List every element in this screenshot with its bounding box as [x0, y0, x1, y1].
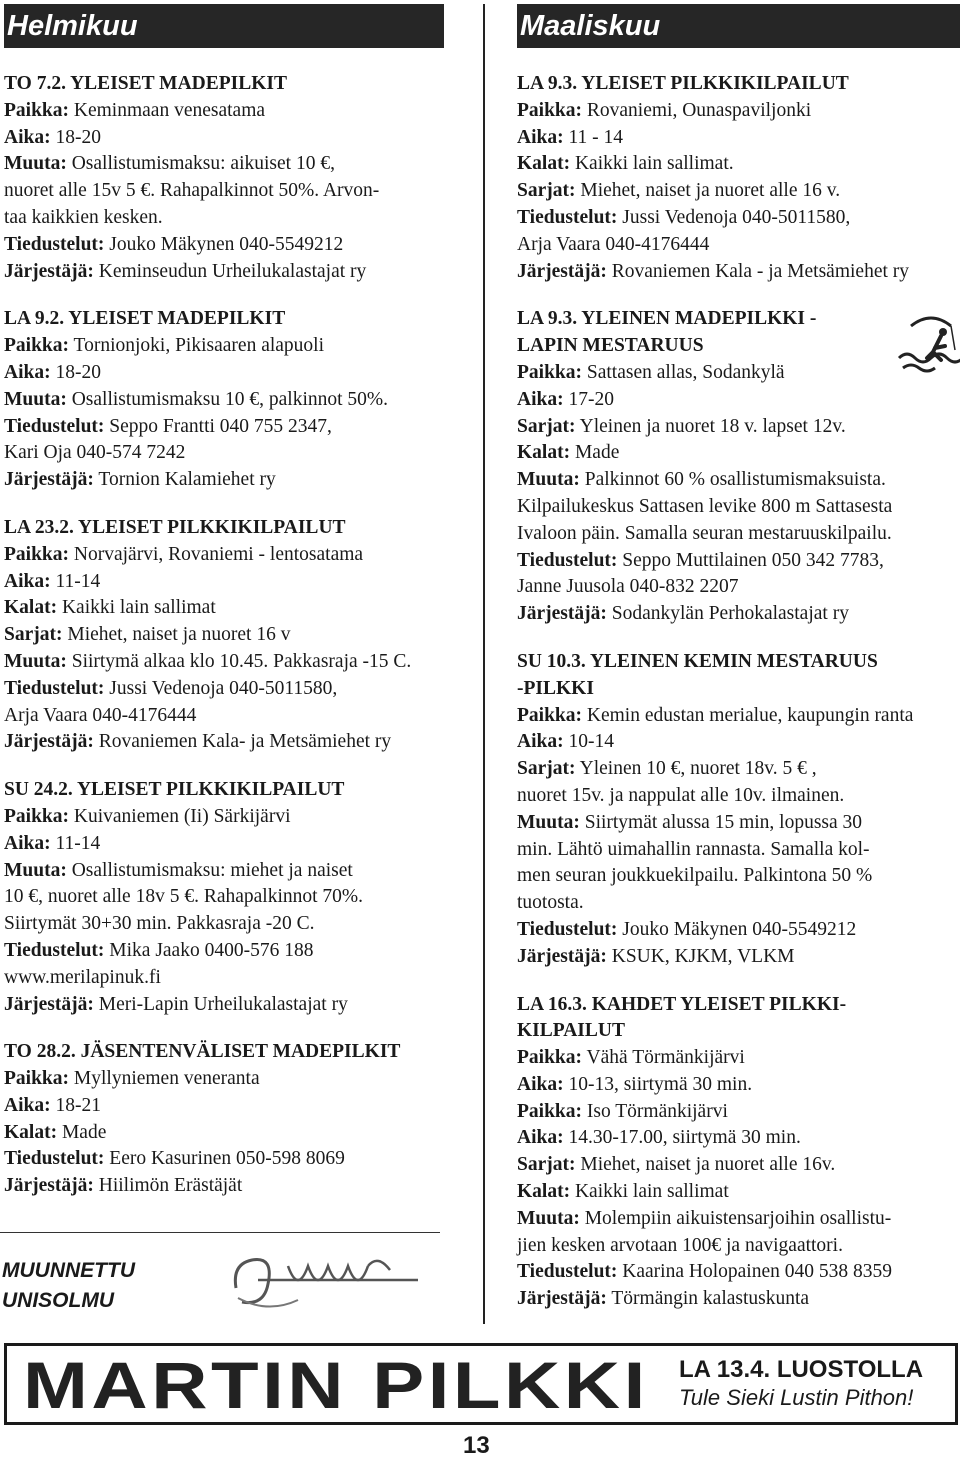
- detail-text: Osallistumismaksu: aikuiset 10 €,: [66, 153, 335, 175]
- event-detail: [4, 1173, 444, 1200]
- detail-label: Aika:: [517, 1127, 564, 1149]
- detail-text: Vähä Törmänkijärvi: [582, 1047, 745, 1069]
- detail-text: Made: [57, 1121, 107, 1143]
- event-detail: [4, 804, 444, 831]
- event-detail: [517, 703, 960, 730]
- event-title-cont: KILPAILUT: [517, 1020, 625, 1042]
- detail-label: Sarjat:: [517, 758, 576, 780]
- detail-label: Paikka:: [4, 1068, 70, 1090]
- detail-text: 11 - 14: [563, 126, 623, 148]
- event-detail: [4, 729, 444, 756]
- detail-text: Kuivaniemen (Ii) Särkijärvi: [69, 805, 291, 827]
- detail-text: nuoret alle 15v 5 €. Rahapalkinnot 50%. Arvon-: [4, 180, 380, 202]
- event-title-cont: -PILKKI: [517, 677, 594, 699]
- detail-label: Paikka:: [4, 335, 70, 357]
- event-detail: [517, 837, 960, 864]
- column-maaliskuu: [517, 4, 960, 1334]
- detail-text: Rovaniemi, Ounaspaviljonki: [582, 99, 812, 121]
- event-detail: [517, 1206, 960, 1233]
- detail-text: men seuran joukkuekilpailu. Palkintona 50 %: [517, 865, 873, 887]
- event-detail: [517, 601, 960, 628]
- detail-label: Järjestäjä:: [517, 603, 607, 625]
- event-title: LA 9.3. YLEISET PILKKIKILPAILUT: [517, 73, 849, 94]
- ice-fishing-icon: [897, 312, 960, 374]
- detail-text: jien kesken arvotaan 100€ ja navigaattori.: [517, 1234, 843, 1256]
- detail-text: Iso Törmänkijärvi: [582, 1100, 728, 1122]
- event-detail: [4, 1093, 444, 1120]
- detail-label: Järjestäjä:: [517, 945, 607, 967]
- event-detail: [4, 232, 444, 259]
- event-detail: [4, 831, 444, 858]
- detail-label: Aika:: [4, 1094, 51, 1116]
- event-detail: [517, 783, 960, 810]
- detail-text: min. Lähtö uimahallin rannasta. Samalla kol-: [517, 838, 870, 860]
- detail-text: 18-20: [50, 361, 101, 383]
- detail-text: www.merilapinuk.fi: [4, 966, 161, 988]
- detail-text: 10 €, nuoret alle 18v 5 €. Rahapalkinnot 70%.: [4, 886, 364, 908]
- column-divider: [483, 4, 485, 1324]
- detail-label: Aika:: [4, 361, 51, 383]
- detail-label: Järjestäjä:: [4, 469, 94, 491]
- event-title-cont: LAPIN MESTARUUS: [517, 335, 704, 357]
- detail-label: Aika:: [517, 388, 564, 410]
- detail-text: 10-13, siirtymä 30 min.: [563, 1073, 753, 1095]
- detail-text: Janne Juusola 040-832 2207: [517, 576, 739, 598]
- event-detail: [4, 858, 444, 885]
- event-detail: [517, 125, 960, 152]
- event-entry: [517, 71, 960, 285]
- event-detail: [4, 1120, 444, 1147]
- event-list: [517, 71, 960, 1313]
- detail-label: Aika:: [517, 731, 564, 753]
- detail-text: Kari Oja 040-574 7242: [4, 442, 186, 464]
- event-detail: [517, 1179, 960, 1206]
- event-detail: [4, 333, 444, 360]
- event-detail: [517, 890, 960, 917]
- event-title: SU 24.2. YLEISET PILKKIKILPAILUT: [4, 779, 345, 801]
- event-detail: [4, 440, 444, 467]
- detail-label: Tiedustelut:: [517, 206, 618, 228]
- event-title: TO 7.2. YLEISET MADEPILKIT: [4, 73, 288, 94]
- detail-label: Kalat:: [517, 1181, 571, 1203]
- detail-label: Sarjat:: [517, 180, 576, 202]
- detail-text: Jouko Mäkynen 040-5549212: [104, 233, 344, 255]
- banner-line-2: Tule Sieki Lustin Pithon!: [679, 1385, 914, 1410]
- detail-text: Miehet, naiset ja nuoret 16 v: [62, 624, 291, 646]
- detail-text: Myllyniemen veneranta: [69, 1068, 260, 1090]
- detail-label: Järjestäjä:: [4, 993, 94, 1015]
- detail-text: Yleinen ja nuoret 18 v. lapset 12v.: [575, 415, 846, 437]
- event-detail: [517, 548, 960, 575]
- detail-text: Keminseudun Urheilukalastajat ry: [93, 260, 367, 282]
- detail-text: Rovaniemen Kala- ja Metsämiehet ry: [93, 731, 392, 753]
- event-detail: [517, 259, 960, 286]
- detail-text: 11-14: [50, 570, 101, 592]
- detail-text: Siirtymät 30+30 min. Pakkasraja -20 C.: [4, 913, 315, 935]
- detail-text: Sodankylän Perhokalastajat ry: [606, 603, 849, 625]
- detail-text: Jussi Vedenoja 040-5011580,: [617, 206, 851, 228]
- event-detail: [4, 1146, 444, 1173]
- event-entry: [517, 992, 960, 1314]
- detail-label: Muuta:: [517, 811, 580, 833]
- brand-logo: MARTIN PILKKI: [23, 1348, 649, 1422]
- detail-label: Tiedustelut:: [517, 549, 618, 571]
- event-detail: [517, 1259, 960, 1286]
- detail-text: Sattasen allas, Sodankylä: [582, 361, 785, 383]
- event-title: LA 16.3. KAHDET YLEISET PILKKI-: [517, 993, 847, 1015]
- detail-label: Paikka:: [4, 543, 70, 565]
- detail-text: Miehet, naiset ja nuoret alle 16 v.: [575, 180, 841, 202]
- event-detail: [4, 911, 444, 938]
- detail-text: Arja Vaara 040-4176444: [517, 233, 710, 255]
- detail-text: Made: [570, 442, 620, 464]
- event-detail: [4, 360, 444, 387]
- banner-line-1: LA 13.4. LUOSTOLLA: [679, 1356, 924, 1383]
- event-detail: [517, 151, 960, 178]
- event-detail: [4, 151, 444, 178]
- detail-text: Kilpailukeskus Sattasen levike 800 m Sattasesta: [517, 495, 893, 517]
- event-detail: [4, 649, 444, 676]
- detail-text: Tornionjoki, Pikisaaren alapuoli: [69, 335, 325, 357]
- detail-text: Meri-Lapin Urheilukalastajat ry: [93, 993, 348, 1015]
- event-detail: [4, 569, 444, 596]
- detail-text: 18-20: [50, 126, 101, 148]
- detail-text: 10-14: [563, 731, 614, 753]
- detail-label: Järjestäjä:: [517, 1288, 607, 1310]
- detail-label: Kalat:: [4, 1121, 58, 1143]
- event-detail: [4, 676, 444, 703]
- detail-text: Siirtymät alussa 15 min, lopussa 30: [579, 811, 863, 833]
- banner-event: [679, 1356, 923, 1412]
- detail-text: Seppo Frantti 040 755 2347,: [104, 415, 332, 437]
- detail-label: Aika:: [4, 126, 51, 148]
- event-detail: [4, 125, 444, 152]
- detail-text: Mika Jaako 0400-576 188: [104, 939, 314, 961]
- detail-text: KSUK, KJKM, VLKM: [606, 945, 795, 967]
- event-entry: [517, 649, 960, 971]
- month-heading: Helmikuu: [4, 4, 444, 48]
- detail-text: Hiilimön Erästäjät: [93, 1175, 243, 1197]
- event-detail: [4, 938, 444, 965]
- event-entry: [517, 306, 960, 628]
- detail-text: 11-14: [50, 832, 101, 854]
- detail-text: 14.30-17.00, siirtymä 30 min.: [563, 1127, 801, 1149]
- detail-label: Tiedustelut:: [517, 918, 618, 940]
- martin-pilkki-banner: [4, 1343, 958, 1425]
- event-detail: [4, 992, 444, 1019]
- event-detail: [517, 917, 960, 944]
- detail-text: Molempiin aikuistensarjoihin osallistu-: [579, 1207, 892, 1229]
- detail-label: Muuta:: [4, 153, 67, 175]
- event-detail: [517, 414, 960, 441]
- event-detail: [517, 360, 960, 387]
- detail-text: 17-20: [563, 388, 614, 410]
- detail-text: Arja Vaara 040-4176444: [4, 704, 197, 726]
- month-heading: Maaliskuu: [517, 4, 960, 48]
- detail-label: Muuta:: [4, 859, 67, 881]
- event-detail: [4, 178, 444, 205]
- detail-label: Tiedustelut:: [517, 1261, 618, 1283]
- detail-text: Yleinen 10 €, nuoret 18v. 5 € ,: [575, 758, 817, 780]
- knot-ad: [0, 1232, 440, 1322]
- event-detail: [517, 1233, 960, 1260]
- detail-label: Järjestäjä:: [4, 1175, 94, 1197]
- event-entry: [4, 306, 444, 494]
- detail-label: Tiedustelut:: [4, 1148, 105, 1170]
- knot-icon: [228, 1244, 428, 1318]
- detail-label: Muuta:: [4, 388, 67, 410]
- detail-label: Aika:: [4, 570, 51, 592]
- event-detail: [517, 729, 960, 756]
- event-detail: [517, 494, 960, 521]
- detail-text: nuoret 15v. ja nappulat alle 10v. ilmainen.: [517, 784, 845, 806]
- detail-text: Jussi Vedenoja 040-5011580,: [104, 677, 338, 699]
- event-detail: [517, 205, 960, 232]
- detail-label: Muuta:: [517, 1207, 580, 1229]
- event-detail: [4, 622, 444, 649]
- detail-text: Jouko Mäkynen 040-5549212: [617, 918, 857, 940]
- page-number: 13: [463, 1432, 490, 1459]
- detail-label: Aika:: [517, 126, 564, 148]
- detail-text: 18-21: [50, 1094, 101, 1116]
- detail-text: Osallistumismaksu 10 €, palkinnot 50%.: [66, 388, 389, 410]
- detail-text: Eero Kasurinen 050-598 8069: [104, 1148, 345, 1170]
- detail-label: Tiedustelut:: [4, 677, 105, 699]
- column-helmikuu: [4, 4, 444, 1221]
- detail-label: Kalat:: [517, 442, 571, 464]
- detail-label: Sarjat:: [4, 624, 63, 646]
- event-detail: [4, 1066, 444, 1093]
- event-detail: [517, 178, 960, 205]
- detail-label: Tiedustelut:: [4, 939, 105, 961]
- detail-text: Keminmaan venesatama: [69, 99, 266, 121]
- detail-text: Rovaniemen Kala - ja Metsämiehet ry: [606, 260, 910, 282]
- event-detail: [517, 574, 960, 601]
- detail-label: Järjestäjä:: [4, 731, 94, 753]
- event-detail: [4, 965, 444, 992]
- detail-text: Tornion Kalamiehet ry: [93, 469, 276, 491]
- detail-text: Miehet, naiset ja nuoret alle 16v.: [575, 1154, 836, 1176]
- event-detail: [517, 440, 960, 467]
- event-detail: [517, 1125, 960, 1152]
- detail-label: Paikka:: [517, 361, 583, 383]
- detail-text: Kaikki lain sallimat.: [570, 153, 734, 175]
- event-detail: [4, 414, 444, 441]
- event-title: LA 23.2. YLEISET PILKKIKILPAILUT: [4, 516, 346, 538]
- event-title: TO 28.2. JÄSENTENVÄLISET MADEPILKIT: [4, 1041, 401, 1063]
- event-detail: [517, 1152, 960, 1179]
- detail-text: taa kaikkien kesken.: [4, 206, 163, 228]
- detail-text: Törmängin kalastuskunta: [606, 1288, 810, 1310]
- detail-text: Kemin edustan merialue, kaupungin ranta: [582, 704, 914, 726]
- detail-text: Osallistumismaksu: miehet ja naiset: [66, 859, 353, 881]
- detail-text: Kaarina Holopainen 040 538 8359: [617, 1261, 892, 1283]
- ad-text: [2, 1256, 135, 1316]
- detail-label: Järjestäjä:: [517, 260, 607, 282]
- event-detail: [4, 98, 444, 125]
- event-detail: [4, 595, 444, 622]
- event-detail: [517, 521, 960, 548]
- event-detail: [4, 259, 444, 286]
- event-list: [4, 71, 444, 1200]
- event-detail: [4, 205, 444, 232]
- detail-text: tuotosta.: [517, 892, 584, 914]
- event-title: SU 10.3. YLEINEN KEMIN MESTARUUS: [517, 650, 878, 672]
- event-detail: [517, 1286, 960, 1313]
- detail-label: Tiedustelut:: [4, 233, 105, 255]
- event-detail: [4, 884, 444, 911]
- detail-label: Tiedustelut:: [4, 415, 105, 437]
- event-detail: [4, 542, 444, 569]
- detail-label: Paikka:: [517, 1047, 583, 1069]
- detail-label: Paikka:: [4, 99, 70, 121]
- event-detail: [4, 467, 444, 494]
- detail-label: Paikka:: [517, 99, 583, 121]
- detail-text: Seppo Muttilainen 050 342 7783,: [617, 549, 884, 571]
- event-title: LA 9.2. YLEISET MADEPILKIT: [4, 308, 286, 330]
- event-detail: [517, 1099, 960, 1126]
- event-entry: [4, 71, 444, 285]
- detail-text: Palkinnot 60 % osallistumismaksuista.: [579, 469, 886, 491]
- event-detail: [4, 703, 444, 730]
- event-detail: [517, 863, 960, 890]
- detail-label: Muuta:: [517, 469, 580, 491]
- detail-label: Aika:: [4, 832, 51, 854]
- event-entry: [4, 1039, 444, 1200]
- detail-text: Norvajärvi, Rovaniemi - lentosatama: [69, 543, 364, 565]
- ad-line-1: MUUNNETTU: [2, 1259, 135, 1282]
- event-detail: [517, 1072, 960, 1099]
- detail-label: Paikka:: [517, 704, 583, 726]
- event-detail: [4, 387, 444, 414]
- detail-label: Kalat:: [4, 597, 58, 619]
- detail-label: Aika:: [517, 1073, 564, 1095]
- detail-label: Paikka:: [4, 805, 70, 827]
- event-detail: [517, 756, 960, 783]
- ad-line-2: UNISOLMU: [2, 1289, 114, 1312]
- detail-label: Kalat:: [517, 153, 571, 175]
- detail-label: Sarjat:: [517, 1154, 576, 1176]
- event-title: LA 9.3. YLEINEN MADEPILKKI -: [517, 308, 817, 330]
- detail-label: Järjestäjä:: [4, 260, 94, 282]
- detail-label: Sarjat:: [517, 415, 576, 437]
- event-detail: [517, 944, 960, 971]
- detail-text: Kaikki lain sallimat: [57, 597, 216, 619]
- detail-text: Siirtymä alkaa klo 10.45. Pakkasraja -15 C.: [66, 650, 412, 672]
- ad-divider: [0, 1232, 440, 1233]
- event-detail: [517, 232, 960, 259]
- detail-label: Paikka:: [517, 1100, 583, 1122]
- detail-text: Kaikki lain sallimat: [570, 1181, 729, 1203]
- event-detail: [517, 98, 960, 125]
- detail-text: Ivaloon päin. Samalla seuran mestaruuskilpailu.: [517, 522, 892, 544]
- event-detail: [517, 810, 960, 837]
- event-entry: [4, 777, 444, 1018]
- event-detail: [517, 467, 960, 494]
- detail-label: Muuta:: [4, 650, 67, 672]
- event-entry: [4, 515, 444, 756]
- event-detail: [517, 1045, 960, 1072]
- event-detail: [517, 387, 960, 414]
